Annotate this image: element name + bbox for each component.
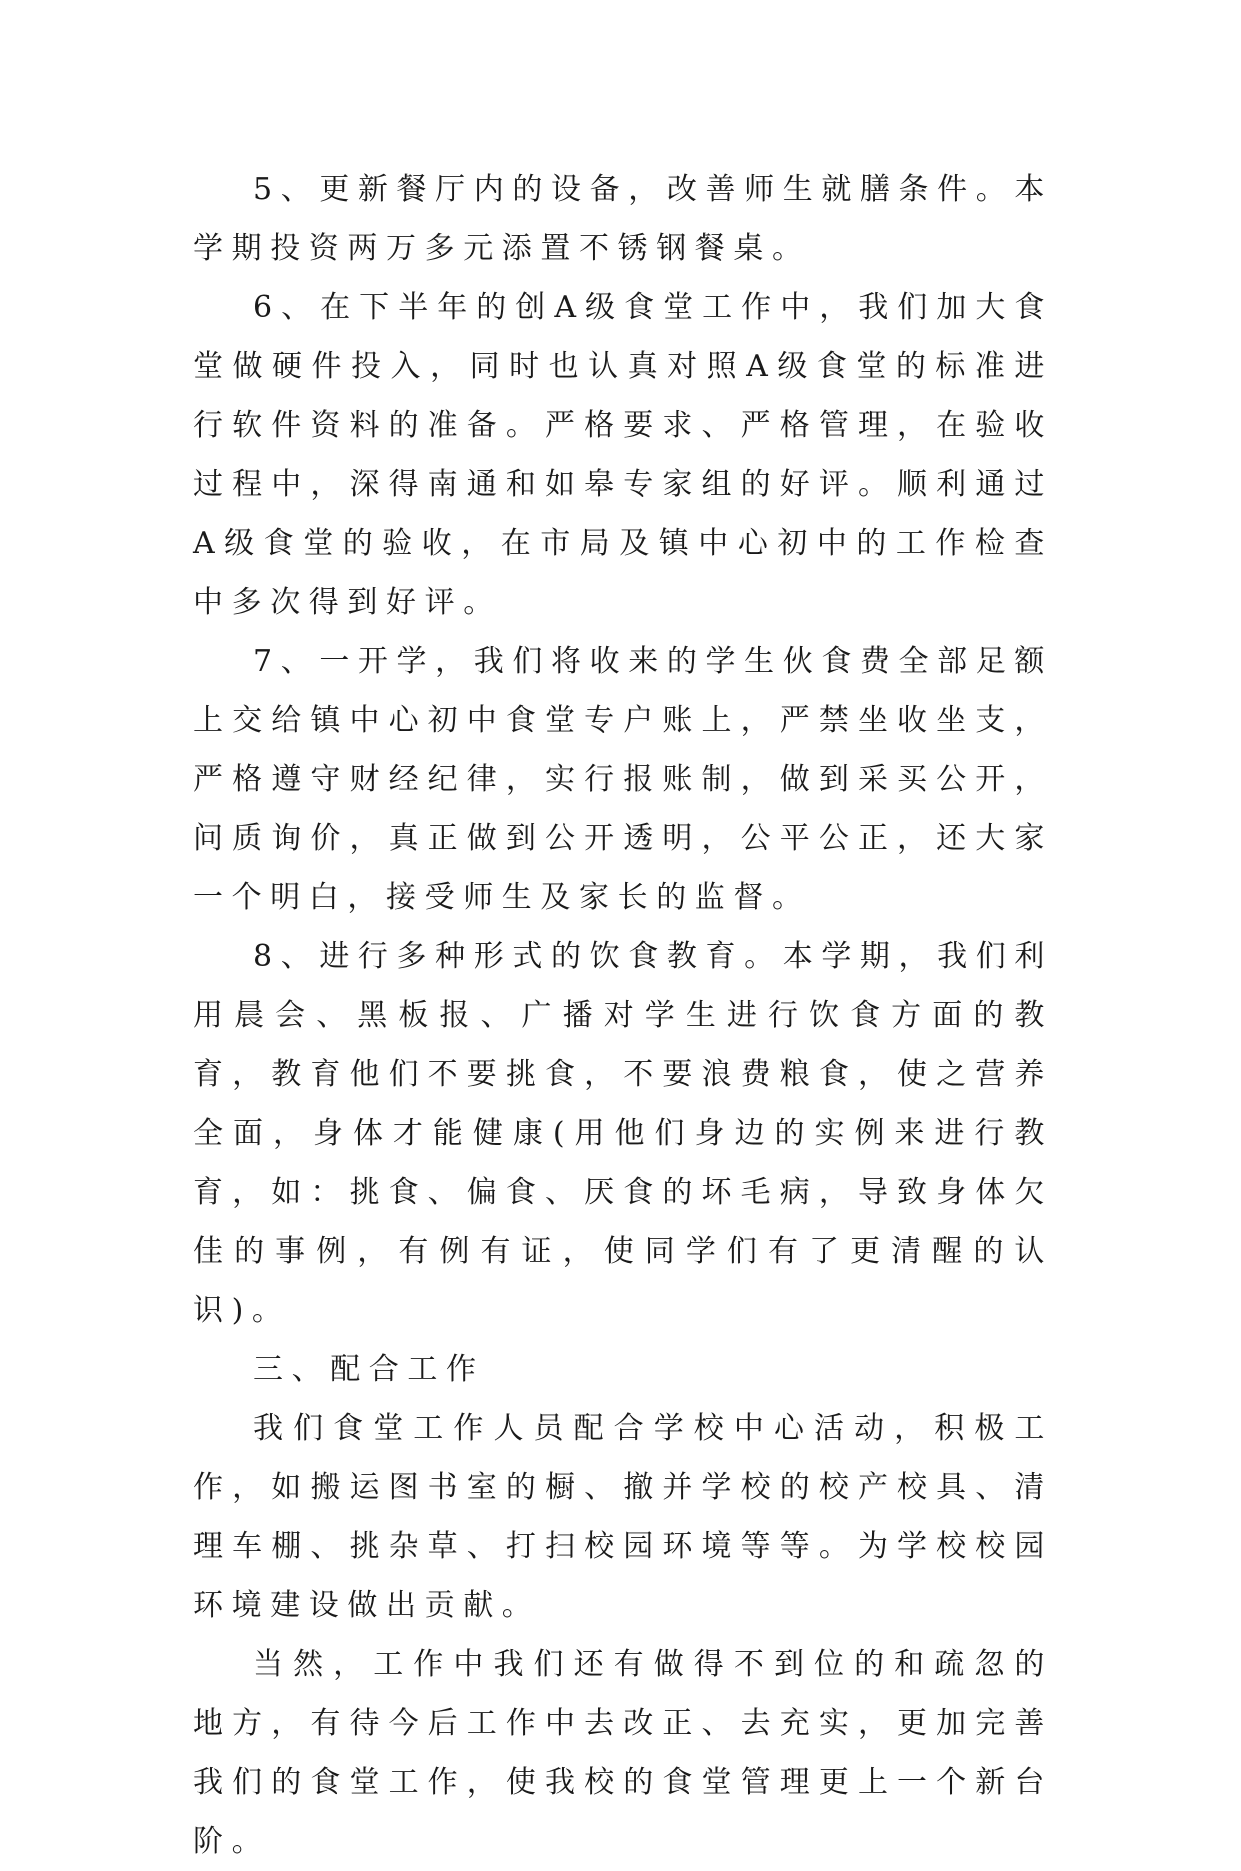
paragraph-item-6: 6、在下半年的创A级食堂工作中，我们加大食堂做硬件投入，同时也认真对照A级食堂的标准进行软件资料的准备。严格要求、严格管理，在验收过程中，深得南通和如皋专家组的好评。顺利通过A级食堂的验收，在市局及镇中心初中的工作检查中多次得到好评。 [193, 290, 1053, 620]
section-heading: 三、配合工作 [253, 1352, 485, 1387]
paragraph-conclusion: 当然，工作中我们还有做得不到位的和疏忽的地方，有待今后工作中去改正、去充实，更加完善我们的食堂工作，使我校的食堂管理更上一个新台阶。 [193, 1647, 1053, 1859]
paragraph-item-5: 5、更新餐厅内的设备，改善师生就膳条件。本学期投资两万多元添置不锈钢餐桌。 [193, 172, 1053, 266]
paragraph-item-7: 7、一开学，我们将收来的学生伙食费全部足额上交给镇中心初中食堂专户账上，严禁坐收坐支，严格遵守财经纪律，实行报账制，做到采买公开，问质询价，真正做到公开透明，公平公正，还大家一个明白，接受师生及家长的监督。 [193, 644, 1053, 915]
document-body [193, 160, 1053, 1871]
paragraph-item-8: 8、进行多种形式的饮食教育。本学期，我们利用晨会、黑板报、广播对学生进行饮食方面的教育，教育他们不要挑食，不要浪费粮食，使之营养全面，身体才能健康(用他们身边的实例来进行教育，如：挑食、偏食、厌食的坏毛病，导致身体欠佳的事例，有例有证，使同学们有了更清醒的认识)。 [193, 939, 1053, 1328]
paragraph-cooperation: 我们食堂工作人员配合学校中心活动，积极工作，如搬运图书室的橱、撤并学校的校产校具、清理车棚、挑杂草、打扫校园环境等等。为学校校园环境建设做出贡献。 [193, 1411, 1053, 1623]
